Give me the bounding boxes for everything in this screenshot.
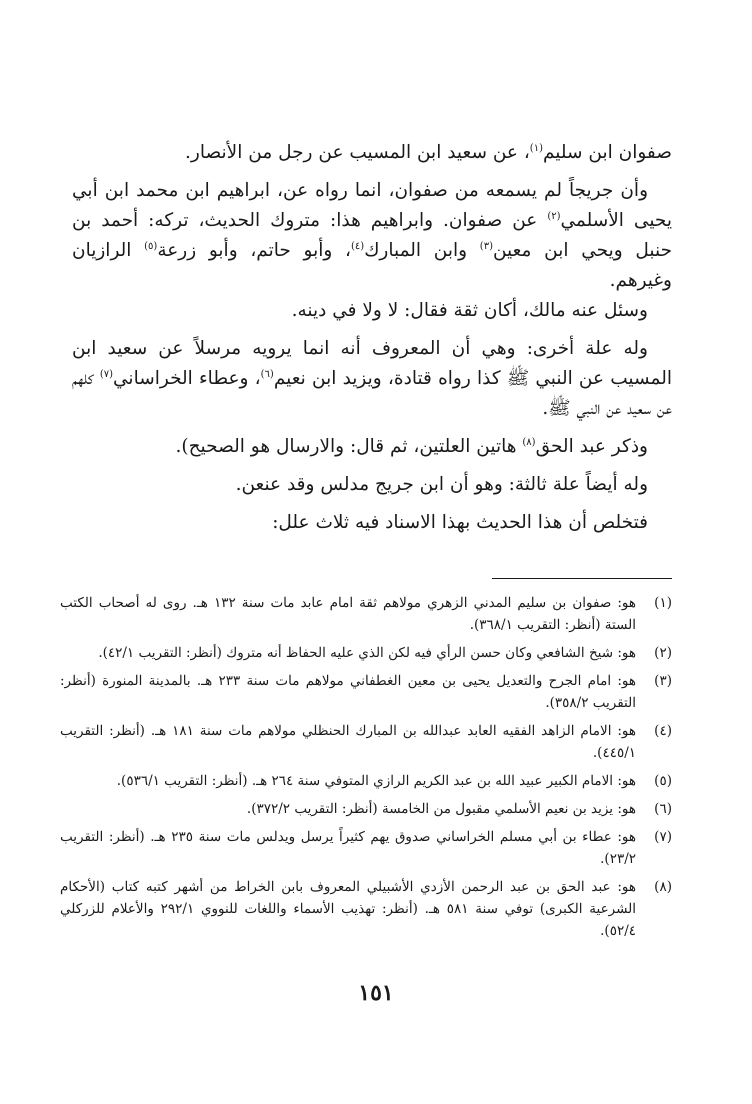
footnote-item bbox=[60, 876, 672, 942]
paragraph-5: وله أيضاً علة ثالثة: وهو أن ابن جريج مدلس وقد عنعن. bbox=[235, 474, 648, 495]
paragraph-1 bbox=[72, 138, 672, 168]
footnote-ref-8: (٨) bbox=[522, 436, 536, 448]
footnote-number: (٣) bbox=[654, 673, 672, 689]
text-span: ، عن سعيد ابن المسيب عن رجل من الأنصار. bbox=[185, 142, 530, 163]
paragraph-4 bbox=[72, 432, 672, 462]
footnote-text: هو: شيخ الشافعي وكان حسن الرأي فيه لكن الذي عليه الحفاظ أنه متروك (أنظر: التقريب ٤٢/١). bbox=[98, 645, 636, 661]
footnote-item bbox=[60, 770, 672, 792]
text-line: وسئل عنه مالك، أكان ثقة فقال: لا ولا في دينه. bbox=[291, 300, 648, 321]
text-span: صفوان ابن سليم bbox=[542, 142, 672, 163]
footnote-number: (٥) bbox=[654, 773, 672, 789]
footnote-text: هو: صفوان بن سليم المدني الزهري مولاهم ثقة امام عابد مات سنة ١٣٢ هـ. روى له أصحاب الكتب الستة (أنظر: التقريب ٣٦٨/١). bbox=[60, 595, 636, 633]
footnote-text: هو: عطاء بن أبي مسلم الخراساني صدوق يهم كثيراً يرسل ويدلس مات سنة ٢٣٥ هـ. (أنظر: التقريب ٢٣/٢). bbox=[60, 829, 636, 867]
text-span: وأن جريجاً لم يسمعه من صفوان، انما رواه عن، ابراهيم ابن محمد ابن أبي يحيى الأسلمي bbox=[72, 180, 672, 231]
paragraph-2 bbox=[72, 176, 672, 326]
text-span: كلهم عن سعيد عن النبي ﷺ. bbox=[72, 368, 672, 419]
footnote-number: (٧) bbox=[654, 829, 672, 845]
footnote-item bbox=[60, 670, 672, 714]
footnote-item bbox=[60, 642, 672, 664]
footnote-item bbox=[60, 826, 672, 870]
footnote-text: هو: الامام الزاهد الفقيه العابد عبدالله بن المبارك الحنظلي مولاهم مات سنة ١٨١ هـ. (أنظر: التقريب ٤٤٥/١). bbox=[60, 723, 636, 761]
paragraph-3 bbox=[72, 334, 672, 424]
footnote-separator bbox=[492, 578, 672, 579]
footnote-item bbox=[60, 592, 672, 636]
footnote-number: (٦) bbox=[654, 801, 672, 817]
text-span: عن صفوان. وابراهيم هذا: متروك الحديث، تركه: أحمد بن حنبل ويحي ابن معين bbox=[72, 210, 672, 261]
footnote-ref-4: (٤) bbox=[351, 240, 365, 252]
footnote-ref-1: (١) bbox=[529, 142, 543, 154]
footnote-item bbox=[60, 798, 672, 820]
footnote-text: هو: يزيد بن نعيم الأسلمي مقبول من الخامسة (أنظر: التقريب ٣٧٢/٢). bbox=[246, 801, 636, 817]
text-span: الرازيان وغيرهم. bbox=[72, 240, 672, 291]
text-span: وذكر عبد الحق bbox=[535, 436, 648, 457]
footnote-text: هو: الامام الكبير عبيد الله بن عبد الكريم الرازي المتوفي سنة ٢٦٤ هـ. (أنظر: التقريب ٥٣٦/١). bbox=[116, 773, 636, 789]
footnote-ref-3: (٣) bbox=[479, 240, 493, 252]
footnote-ref-7: (٧) bbox=[99, 368, 114, 380]
footnote-number: (٢) bbox=[654, 645, 672, 661]
footnote-number: (٤) bbox=[654, 723, 672, 739]
footnote-ref-2: (٢) bbox=[547, 210, 561, 222]
main-text bbox=[72, 138, 672, 546]
text-span: وله علة أخرى: وهي أن المعروف أنه انما يرويه مرسلاً عن سعيد ابن المسيب عن النبي ﷺ كذا رواه قتادة، ويزيد ابن نعيم bbox=[72, 338, 672, 389]
text-span: وابن المبارك bbox=[364, 240, 480, 261]
text-span: هاتين العلتين، ثم قال: والارسال هو الصحيح). bbox=[175, 436, 523, 457]
text-span: ، وعطاء الخراساني bbox=[113, 368, 261, 389]
footnote-text: هو: عبد الحق بن عبد الرحمن الأزدي الأشبيلي المعروف بابن الخراط من أشهر كتبه كتاب (الأحكام الشرعية الكبرى) توفي سنة ٥٨١ هـ. (أنظر: تهذيب الأسماء واللغات للنووي ٢٩٢/١ والأعلام للزركلي ٥٢/٤). bbox=[60, 879, 636, 939]
footnote-number: (١) bbox=[654, 595, 672, 611]
footnote-number: (٨) bbox=[654, 879, 672, 895]
footnote-item bbox=[60, 720, 672, 764]
footnotes bbox=[60, 592, 672, 948]
page-number: ١٥١ bbox=[358, 980, 394, 1006]
paragraph-6: فتخلص أن هذا الحديث بهذا الاسناد فيه ثلاث علل: bbox=[272, 512, 648, 533]
footnote-ref-6: (٦) bbox=[260, 368, 274, 380]
text-span: ، وأبو حاتم، وأبو زرعة bbox=[157, 240, 351, 261]
footnote-ref-5: (٥) bbox=[144, 240, 158, 252]
footnote-text: هو: امام الجرح والتعديل يحيى بن معين الغطفاني مولاهم مات سنة ٢٣٣ هـ. بالمدينة المنورة (أنظر: التقريب ٣٥٨/٢). bbox=[60, 673, 636, 711]
